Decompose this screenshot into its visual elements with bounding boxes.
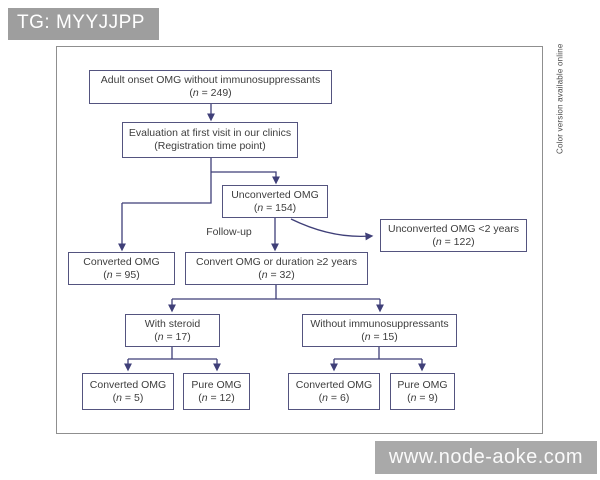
node-count: (n = 249) xyxy=(189,87,232,99)
node-converted-6 xyxy=(288,373,380,410)
tag-badge: TG: MYYJJPP xyxy=(8,8,159,40)
follow-up-label: Follow-up xyxy=(206,226,252,238)
node-count: (n = 15) xyxy=(361,330,398,343)
node-count: (n = 122) xyxy=(432,235,475,248)
node-label: With steroid xyxy=(144,317,201,330)
node-label: Convert OMG or duration ≥2 years xyxy=(196,255,357,268)
node-convert-duration xyxy=(185,252,368,285)
node-count: (n = 32) xyxy=(258,268,295,281)
node-label: Pure OMG xyxy=(191,378,242,391)
node-converted-5 xyxy=(82,373,174,410)
node-unconverted xyxy=(222,185,328,218)
node-converted-95 xyxy=(68,252,175,285)
node-count: (n = 154) xyxy=(253,201,297,214)
node-subtext: (Registration time point) xyxy=(154,140,266,152)
node-count: (n = 5) xyxy=(112,391,144,404)
node-label: Pure OMG xyxy=(397,378,448,391)
node-with-steroid xyxy=(125,314,220,347)
node-count: (n = 9) xyxy=(407,391,438,404)
node-label: Without immunosuppressants xyxy=(310,317,449,330)
node-label: Converted OMG xyxy=(89,378,167,391)
node-adult-onset xyxy=(89,70,332,104)
node-label: Converted OMG xyxy=(83,255,160,268)
node-count: (n = 6) xyxy=(318,391,350,404)
node-label: Unconverted OMG <2 years xyxy=(387,222,519,235)
node-count: (n = 95) xyxy=(103,268,140,281)
node-label: Adult onset OMG without immunosuppressants xyxy=(100,74,321,86)
node-evaluation xyxy=(122,122,298,158)
node-pure-9 xyxy=(390,373,455,410)
node-pure-12 xyxy=(183,373,250,410)
node-count: (n = 12) xyxy=(198,391,235,404)
watermark: www.node-aoke.com xyxy=(375,441,597,474)
node-label: Unconverted OMG xyxy=(231,188,319,201)
side-caption: Color version available online xyxy=(555,43,565,155)
node-label: Converted OMG xyxy=(295,378,373,391)
node-count: (n = 17) xyxy=(154,330,191,343)
node-unconverted-2years xyxy=(380,219,527,252)
node-label: Evaluation at first visit in our clinics xyxy=(128,127,292,139)
node-without-immunosuppressants xyxy=(302,314,457,347)
